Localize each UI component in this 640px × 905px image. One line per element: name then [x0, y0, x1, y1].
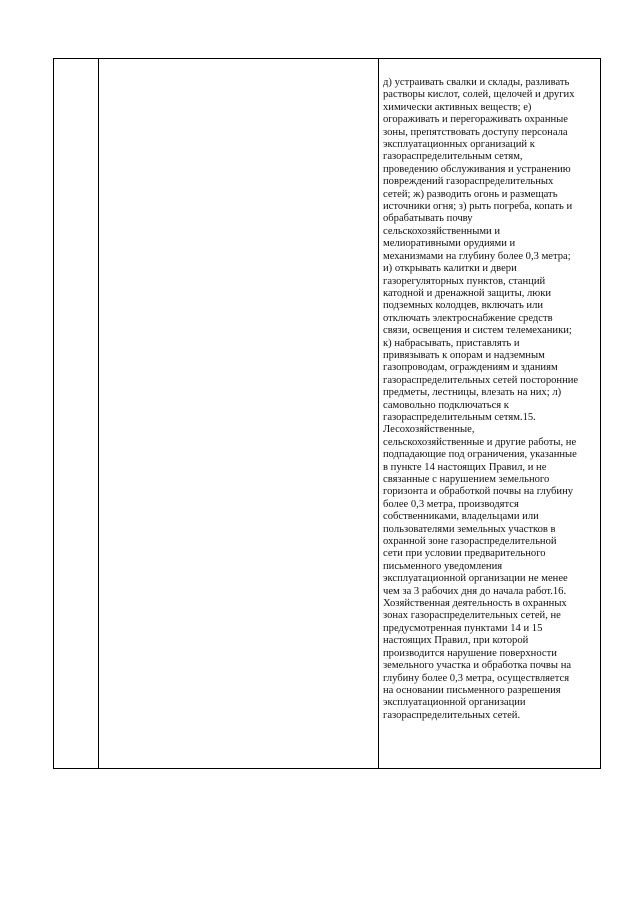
text-line: предметы, лестницы, влезать на них; л)	[383, 387, 562, 399]
text-line: зоны, препятствовать доступу персонала	[383, 126, 568, 138]
text-line: сетей; ж) разводить огонь и размещать	[383, 188, 558, 200]
text-line: механизмами на глубину более 0,3 метра;	[383, 250, 571, 262]
text-line: Лесохозяйственные,	[383, 424, 475, 436]
text-line: подземных колодцев, включать или	[383, 300, 544, 312]
table-cell-empty	[99, 59, 379, 769]
table-row	[54, 59, 601, 769]
text-line: газопроводам, ограждениям и зданиям	[383, 362, 558, 374]
text-line: д) устраивать свалки и склады, разливать	[383, 77, 570, 88]
text-line: охранной зоне газораспределительной	[383, 536, 557, 548]
text-line: на основании письменного разрешения	[383, 684, 561, 696]
text-line: сети при условии предварительного	[383, 548, 546, 560]
table-cell-text	[379, 59, 601, 769]
text-line: сельскохозяйственные и другие работы, не	[383, 436, 577, 448]
text-line: чем за 3 рабочих дня до начала работ.16.	[383, 585, 567, 597]
text-line: настоящих Правил, при которой	[383, 635, 529, 647]
text-line: к) набрасывать, приставлять и	[383, 337, 520, 349]
cell-paragraph	[379, 59, 600, 722]
text-line: отключать электроснабжение средств	[383, 312, 553, 324]
document-table	[53, 58, 601, 769]
text-line: земельного участка и обработка почвы на	[383, 660, 572, 672]
text-line: связи, освещения и систем телемеханики;	[383, 325, 572, 337]
text-line: эксплуатационной организации	[383, 697, 526, 709]
text-line: газорегуляторных пунктов, станций	[383, 275, 546, 287]
text-line: самовольно подключаться к	[383, 399, 509, 411]
text-line: собственниками, владельцами или	[383, 511, 539, 523]
text-line: более 0,3 метра, производятся	[383, 498, 519, 510]
text-line: и) открывать калитки и двери	[383, 263, 517, 275]
text-line: глубину более 0,3 метра, осуществляется	[383, 672, 570, 684]
text-line: в пункте 14 настоящих Правил, и не	[383, 461, 547, 473]
text-line: подпадающие под ограничения, указанные	[383, 449, 577, 461]
text-line: привязывать к опорам и надземным	[383, 349, 545, 361]
text-line: проведению обслуживания и устранению	[383, 163, 571, 175]
text-line: предусмотренная пунктами 14 и 15	[383, 622, 543, 634]
text-line: письменного уведомления	[383, 560, 503, 572]
text-line: газораспределительным сетям,	[383, 151, 523, 163]
text-line: связанные с нарушением земельного	[383, 474, 550, 485]
text-line: производится нарушение поверхности	[383, 647, 557, 659]
text-line: растворы кислот, солей, щелочей и других	[383, 89, 575, 101]
text-line: мелиоративными орудиями и	[383, 238, 516, 250]
text-line: химически активных веществ; е)	[383, 101, 532, 113]
text-line: газораспределительным сетям.15.	[383, 411, 536, 423]
text-line: катодной и дренажной защиты, люки	[383, 287, 552, 299]
text-line: повреждений газораспределительных	[383, 176, 554, 188]
text-line: сельскохозяйственными и	[383, 225, 501, 237]
text-line: Хозяйственная деятельность в охранных	[383, 598, 567, 610]
text-line: обрабатывать почву	[383, 213, 473, 225]
text-line: горизонта и обработкой почвы на глубину	[383, 486, 574, 498]
text-line: эксплуатационных организаций к	[383, 139, 535, 151]
text-line: газораспределительных сетей посторонние	[383, 374, 579, 386]
text-line: источники огня; з) рыть погреба, копать и	[383, 201, 573, 213]
text-line: зонах газораспределительных сетей, не	[383, 610, 561, 622]
text-line: пользователями земельных участков в	[383, 523, 556, 535]
text-line: газораспределительных сетей.	[383, 709, 521, 721]
text-line: огораживать и перегораживать охранные	[383, 114, 569, 126]
text-line: эксплуатационной организации не менее	[383, 573, 568, 585]
table-cell-number	[54, 59, 99, 769]
